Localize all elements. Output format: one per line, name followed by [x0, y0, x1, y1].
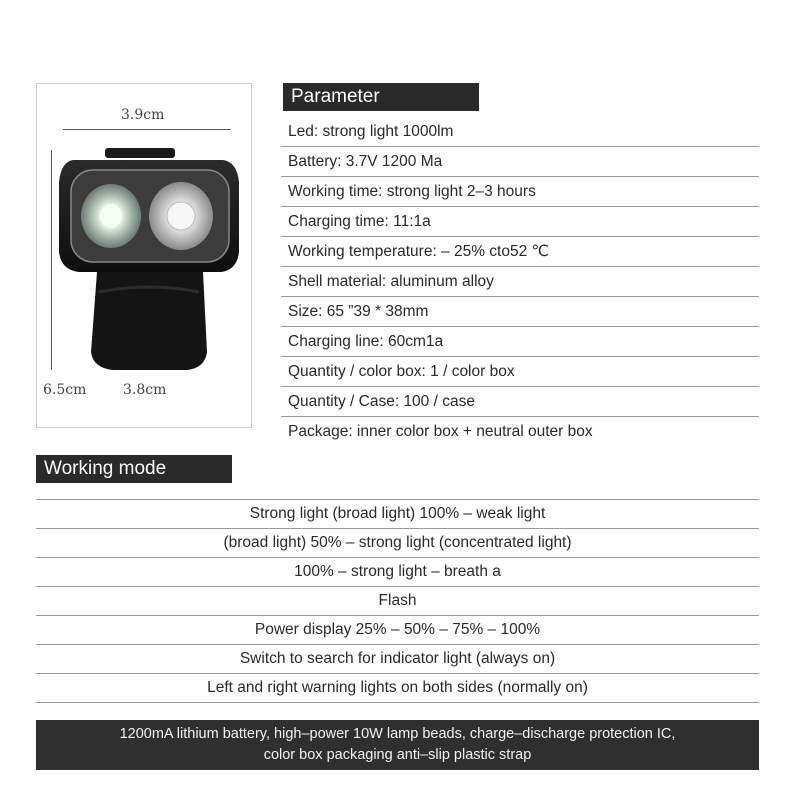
- width-top-dimension-line: [63, 129, 231, 130]
- working-mode-row: Flash: [36, 587, 759, 616]
- product-image-panel: [36, 83, 252, 428]
- parameter-row: Package: inner color box + neutral outer box: [288, 423, 593, 440]
- working-mode-row: Switch to search for indicator light (always on): [36, 645, 759, 674]
- footer-banner: [36, 720, 759, 770]
- working-mode-header: Working mode: [36, 455, 232, 483]
- footer-line-2: color box packaging anti–slip plastic strap: [263, 747, 532, 763]
- parameter-row: Shell material: aluminum alloy: [281, 267, 759, 297]
- bike-light-image: [53, 142, 243, 382]
- working-mode-row: Left and right warning lights on both sides (normally on): [36, 674, 759, 703]
- parameter-row: Battery: 3.7V 1200 Ma: [281, 147, 759, 177]
- parameter-row: Charging time: 11:1a: [281, 207, 759, 237]
- power-button: [105, 148, 175, 158]
- working-mode-row: Power display 25% – 50% – 75% – 100%: [36, 616, 759, 645]
- working-mode-row: (broad light) 50% – strong light (concentrated light): [36, 529, 759, 558]
- working-mode-table: [36, 499, 759, 703]
- working-mode-row: Strong light (broad light) 100% – weak light: [36, 500, 759, 529]
- width-top-label: 3.9cm: [121, 107, 165, 123]
- width-bottom-label: 3.8cm: [123, 382, 167, 398]
- working-mode-row: 100% – strong light – breath a: [36, 558, 759, 587]
- footer-line-1: 1200mA lithium battery, high–power 10W lamp beads, charge–discharge protection IC,: [119, 726, 676, 742]
- parameter-row: Charging line: 60cm1a: [281, 327, 759, 357]
- parameter-row: Working time: strong light 2–3 hours: [281, 177, 759, 207]
- parameter-header: Parameter: [283, 83, 479, 111]
- parameter-row: Working temperature: – 25% cto52 ℃: [281, 237, 759, 267]
- parameter-row: Size: 65 ”39 * 38mm: [281, 297, 759, 327]
- parameter-table: [281, 117, 759, 446]
- parameter-row: Led: strong light 1000lm: [281, 117, 759, 147]
- height-side-label: 6.5cm: [43, 382, 87, 398]
- parameter-row: Quantity / color box: 1 / color box: [281, 357, 759, 387]
- height-dimension-line: [51, 150, 52, 370]
- parameter-row: Quantity / Case: 100 / case: [281, 387, 759, 417]
